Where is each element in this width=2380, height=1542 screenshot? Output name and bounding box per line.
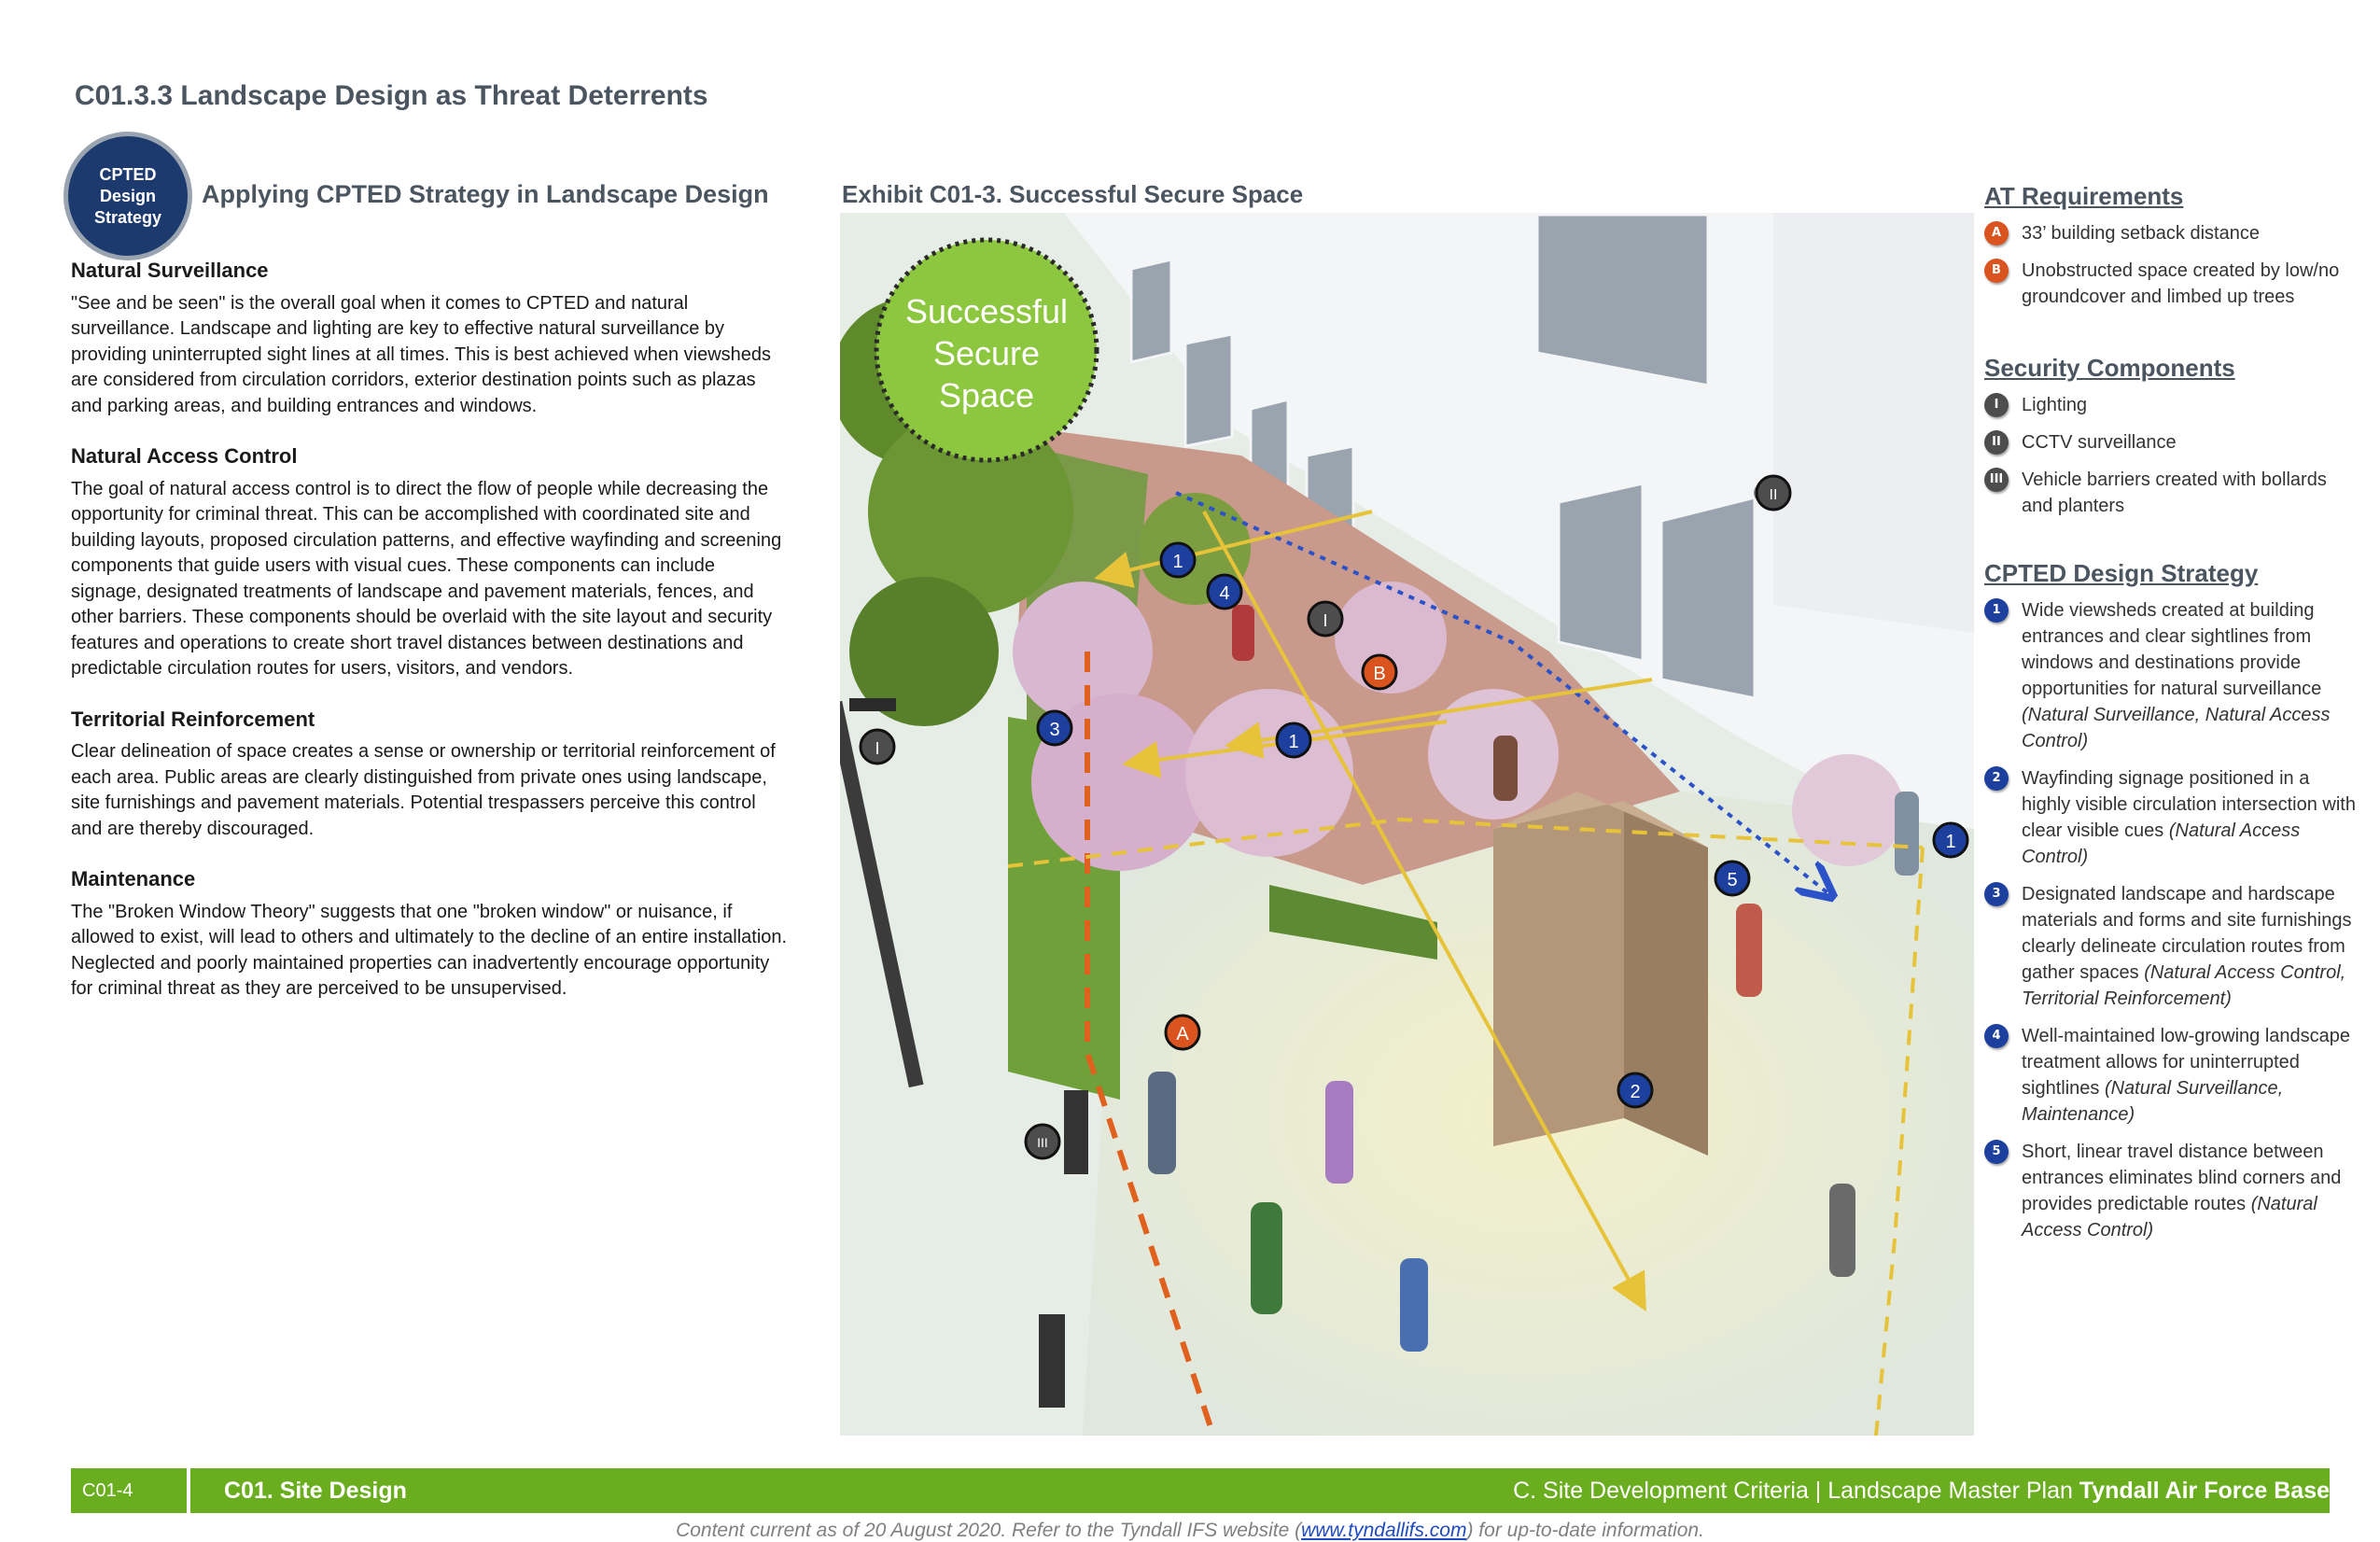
section-heading: Maintenance: [71, 867, 196, 890]
exhibit-illustration: [840, 213, 1974, 1436]
map-marker-B: [1363, 655, 1396, 689]
svg-text:1: 1: [1172, 552, 1183, 572]
section-body: The goal of natural access control is to direct the flow of people while decreasing the opportunity for criminal threat. This can be accomplished with coordinated site and building layouts, proposed circulation patterns, and effective wayfinding and screening components that guide users with visual cues. These components can include signage, designated treatments of landscape and pavement materials, fences, and other barriers. These components should be overlaid with the site layout and security features and operations to create short travel distances between destinations and predictable circulation routes for users, visitors, and vendors.: [71, 478, 782, 679]
section-heading: Territorial Reinforcement: [71, 707, 315, 731]
legend-item: [1984, 881, 2358, 1012]
marker-badge: III: [1984, 468, 2009, 492]
body-text-column: [71, 258, 790, 1027]
section-heading: Natural Surveillance: [71, 259, 269, 282]
map-marker-I-a: [1309, 602, 1342, 636]
tyndall-ifs-link[interactable]: www.tyndallifs.com: [1301, 1520, 1467, 1541]
legend-item: [1984, 467, 2358, 519]
cpted-subtitle: Applying CPTED Strategy in Landscape Design: [202, 180, 769, 208]
footer-section-name: C01. Site Design: [224, 1478, 407, 1504]
stamp-line-3: Space: [938, 376, 1035, 414]
legend-item: [1984, 220, 2358, 246]
badge-line-1: CPTED: [99, 164, 157, 184]
marker-badge: A: [1984, 221, 2009, 245]
marker-badge: I: [1984, 393, 2009, 417]
section-title: C01.3.3 Landscape Design as Threat Deterrents: [75, 80, 708, 111]
marker-badge: 2: [1984, 766, 2009, 791]
map-marker-3: [1038, 711, 1071, 745]
legend-text: 33’ building setback distance: [2022, 223, 2260, 244]
legend-item: [1984, 765, 2358, 870]
marker-badge: II: [1984, 430, 2009, 455]
legend-text: Wide viewsheds created at building entrances and clear sightlines from windows and destinations provide opportunities for natural surveillance (Natural Surveillance, Natural Access Control): [2022, 600, 2331, 751]
legend-item: [1984, 258, 2358, 310]
legend-item: [1984, 1139, 2358, 1243]
legend-text: Lighting: [2022, 395, 2088, 415]
content-disclaimer: Content current as of 20 August 2020. Refer to the Tyndall IFS website (www.tyndallifs.com) for up-to-date information.: [676, 1520, 1704, 1541]
svg-text:II: II: [1769, 487, 1778, 503]
svg-text:A: A: [1176, 1024, 1189, 1044]
stamp-line-2: Secure: [932, 334, 1041, 372]
map-marker-A: [1166, 1016, 1199, 1049]
marker-badge: 5: [1984, 1140, 2009, 1164]
legend-text: Well-maintained low-growing landscape treatment allows for uninterrupted sightlines (Natural Surveillance, Maintenance): [2022, 1026, 2351, 1125]
legend-text: Vehicle barriers created with bollards and planters: [2022, 470, 2327, 516]
security-components-heading: Security Components: [1984, 354, 2235, 382]
svg-text:1: 1: [1288, 732, 1299, 752]
cpted-badge: [68, 136, 188, 256]
page-number: C01-4: [71, 1468, 190, 1513]
plaza-rendering: [840, 213, 1974, 1436]
wayfinding-kiosk: [1493, 801, 1624, 1146]
section-body: The "Broken Window Theory" suggests that one "broken window" or nuisance, if allowed to exist, will lead to others and ultimately to the decline of an entire installation. Neglected and poorly maintained properties can inadvertently encourage opportunity for criminal threat as they are perceived to be unsupervised.: [71, 901, 788, 999]
svg-text:1: 1: [1945, 832, 1956, 852]
map-marker-1a: [1161, 543, 1195, 577]
marker-badge: 4: [1984, 1024, 2009, 1048]
marker-badge: B: [1984, 259, 2009, 283]
map-marker-I-b: [861, 730, 894, 764]
svg-text:III: III: [1037, 1135, 1048, 1150]
badge-line-3: Strategy: [93, 207, 162, 227]
footer-document-title: C. Site Development Criteria | Landscape Master Plan Tyndall Air Force Base: [1513, 1478, 2330, 1504]
marker-badge: 1: [1984, 598, 2009, 623]
legend-text: Short, linear travel distance between entrances eliminates blind corners and provides predictable routes (Natural Access Control): [2022, 1142, 2342, 1241]
map-marker-5: [1715, 862, 1749, 895]
map-marker-2: [1618, 1073, 1652, 1107]
legend-text: CCTV surveillance: [2022, 432, 2177, 453]
svg-text:2: 2: [1630, 1082, 1641, 1102]
section-body: "See and be seen" is the overall goal when it comes to CPTED and natural surveillance. Landscape and lighting are key to effective natural surveillance by providing uninterrupted sight lines at all times. This is best achieved when viewsheds are considered from circulation corridors, exterior destination points such as plazas and parking areas, and building entrances and windows.: [71, 292, 772, 416]
legend-item: [1984, 429, 2358, 456]
legend-item: [1984, 1023, 2358, 1128]
svg-text:3: 3: [1049, 720, 1060, 740]
stamp-line-1: Successful: [904, 292, 1069, 330]
map-marker-II: [1757, 476, 1790, 510]
section-heading: Natural Access Control: [71, 444, 298, 468]
svg-text:I: I: [875, 739, 880, 758]
exhibit-title: Exhibit C01-3. Successful Secure Space: [842, 180, 1304, 208]
svg-text:4: 4: [1219, 583, 1230, 604]
svg-text:I: I: [1323, 611, 1328, 630]
legend-text: Designated landscape and hardscape materials and forms and site furnishings clearly delineate circulation routes from gather spaces (Natural Access Control, Territorial Reinforcement): [2022, 884, 2352, 1009]
legend-item: [1984, 392, 2358, 418]
legend-text: Unobstructed space created by low/no groundcover and limbed up trees: [2022, 260, 2340, 307]
map-marker-1b: [1277, 723, 1310, 757]
section-body: Clear delineation of space creates a sense or ownership or territorial reinforcement of each area. Public areas are clearly distinguished from private ones using landscape, site furnishings and pavement materials. Potential trespassers perceive this control and are thereby discouraged.: [71, 741, 776, 839]
svg-text:B: B: [1373, 664, 1386, 684]
badge-line-2: Design: [99, 186, 156, 205]
cpted-strategy-heading: CPTED Design Strategy: [1984, 559, 2259, 587]
at-requirements-heading: AT Requirements: [1984, 182, 2184, 210]
map-marker-III: [1026, 1125, 1059, 1158]
marker-badge: 3: [1984, 882, 2009, 906]
svg-text:5: 5: [1727, 870, 1738, 890]
map-marker-1c: [1934, 823, 1967, 857]
legend-item: [1984, 597, 2358, 754]
map-marker-4: [1208, 575, 1241, 609]
legend-text: Wayfinding signage positioned in a highly visible circulation intersection with clear visible cues (Natural Access Control): [2022, 768, 2356, 867]
legend-column: [1984, 183, 2358, 1255]
